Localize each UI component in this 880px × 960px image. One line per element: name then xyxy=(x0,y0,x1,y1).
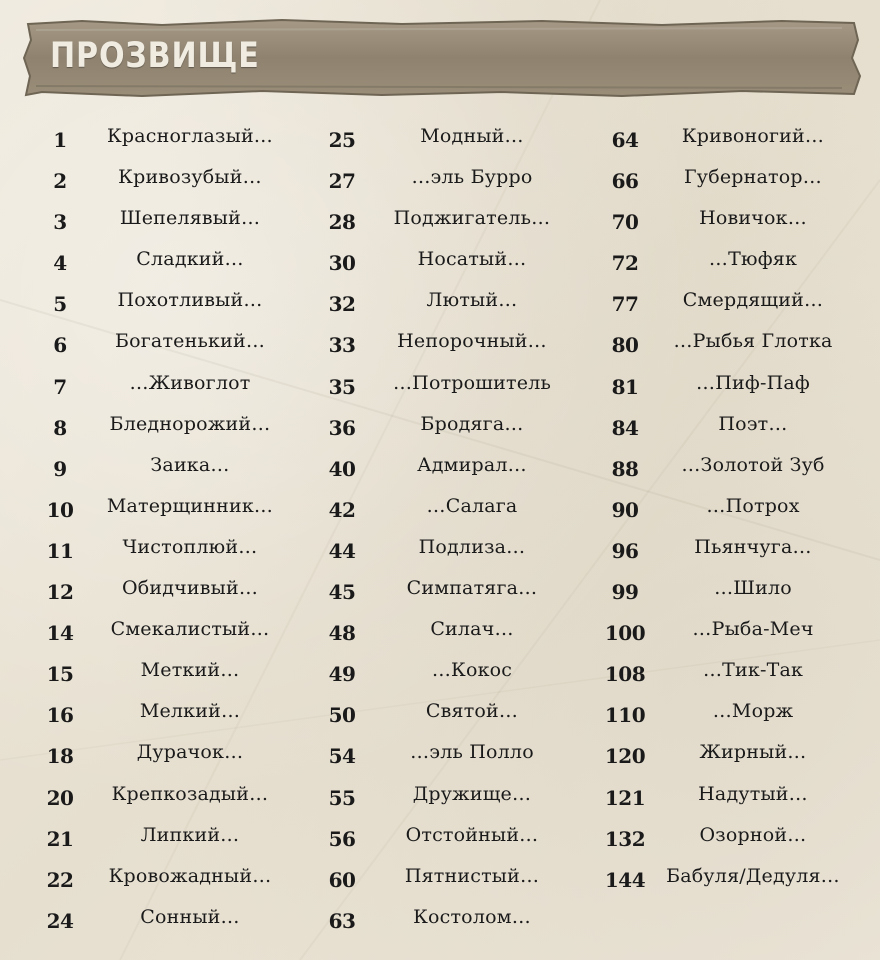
nickname-text: Кривозубый… xyxy=(118,166,262,189)
nickname-text: …Потрох xyxy=(706,494,800,517)
nickname-text: Смердящий… xyxy=(682,289,824,312)
roll-number: 88 xyxy=(611,456,639,481)
roll-number: 70 xyxy=(611,210,639,235)
roll-number: 30 xyxy=(328,251,356,276)
nickname-text: Непорочный… xyxy=(397,330,547,353)
roll-number: 63 xyxy=(328,908,356,933)
roll-number: 16 xyxy=(46,703,74,728)
nickname-text: …Тюфяк xyxy=(708,248,798,271)
page-title: ПРОЗВИЩЕ xyxy=(50,36,260,76)
roll-number: 42 xyxy=(328,497,356,522)
nickname-text: Шепелявый… xyxy=(119,207,261,230)
roll-number: 28 xyxy=(328,210,356,235)
roll-number: 24 xyxy=(46,908,74,933)
roll-number: 100 xyxy=(604,621,646,646)
nickname-text: Новичок… xyxy=(699,207,807,230)
nickname-text: Лютый… xyxy=(426,289,518,312)
roll-number: 99 xyxy=(611,580,639,605)
nickname-text: Бледнорожий… xyxy=(109,412,271,435)
nickname-text: Модный… xyxy=(420,125,524,147)
roll-number: 132 xyxy=(604,826,646,851)
nickname-text: …Морж xyxy=(712,700,794,723)
roll-number: 15 xyxy=(46,662,74,687)
roll-number: 45 xyxy=(328,580,356,605)
nickname-text: Бабуля/Дедуля… xyxy=(666,864,840,887)
nickname-text: …эль Бурро xyxy=(411,166,533,189)
nickname-text: …Потрошитель xyxy=(392,371,552,394)
roll-number: 27 xyxy=(328,169,356,194)
nickname-text: Носатый… xyxy=(417,248,527,271)
roll-number: 72 xyxy=(611,251,639,276)
roll-number: 12 xyxy=(46,580,74,605)
nickname-text: Губернатор… xyxy=(684,166,822,189)
roll-number: 25 xyxy=(328,128,356,152)
roll-number: 56 xyxy=(328,826,356,851)
roll-number: 40 xyxy=(328,456,356,481)
roll-number: 84 xyxy=(611,415,639,440)
nickname-text: Матерщинник… xyxy=(106,494,274,517)
roll-number: 20 xyxy=(46,785,74,810)
nickname-text: Бродяга… xyxy=(420,412,524,435)
roll-number: 21 xyxy=(46,826,74,851)
roll-number: 77 xyxy=(611,292,639,317)
nickname-text: Жирный… xyxy=(699,741,807,764)
nickname-text: Кривоногий… xyxy=(681,125,825,147)
nickname-text: Липкий… xyxy=(140,823,240,846)
roll-number: 108 xyxy=(604,662,646,687)
nickname-text: Кровожадный… xyxy=(108,864,272,887)
roll-number: 8 xyxy=(53,415,67,440)
nickname-text: Дружище… xyxy=(412,782,532,805)
roll-number: 64 xyxy=(611,128,639,152)
roll-number: 5 xyxy=(53,292,67,317)
roll-number: 60 xyxy=(328,867,356,892)
roll-number: 18 xyxy=(46,744,74,769)
nickname-text: Смекалистый… xyxy=(110,618,270,641)
roll-number: 66 xyxy=(611,169,639,194)
nickname-text: …Шило xyxy=(714,577,792,600)
roll-number: 4 xyxy=(53,251,67,276)
roll-number: 121 xyxy=(604,785,646,810)
nickname-text: …Рыба-Меч xyxy=(692,618,814,641)
roll-number: 9 xyxy=(53,456,67,481)
roll-number: 110 xyxy=(604,703,646,728)
roll-number: 1 xyxy=(53,128,67,152)
nickname-text: …Рыбья Глотка xyxy=(673,330,833,353)
nickname-text: Поджигатель… xyxy=(393,207,551,230)
nickname-text: Чистоплюй… xyxy=(122,535,258,558)
nickname-text: Похотливый… xyxy=(117,289,263,312)
nickname-text: Надутый… xyxy=(698,782,808,805)
nickname-text: Силач… xyxy=(430,618,514,641)
roll-number: 48 xyxy=(328,621,356,646)
nickname-text: Сладкий… xyxy=(136,248,244,271)
nickname-text: Костолом… xyxy=(413,905,531,928)
roll-number: 11 xyxy=(46,538,74,563)
nickname-text: Мелкий… xyxy=(139,700,241,723)
roll-number: 55 xyxy=(328,785,356,810)
nickname-text: …Тик-Так xyxy=(702,659,804,682)
nickname-text: Поэт… xyxy=(718,412,788,435)
roll-number: 32 xyxy=(328,292,356,317)
nickname-text: Крепкозадый… xyxy=(111,782,269,805)
roll-number: 90 xyxy=(611,497,639,522)
roll-number: 3 xyxy=(53,210,67,235)
roll-number: 80 xyxy=(611,333,639,358)
roll-number: 144 xyxy=(604,867,646,892)
nickname-text: …Салага xyxy=(426,494,518,517)
nickname-text: …Золотой Зуб xyxy=(681,453,825,476)
nickname-text: Озорной… xyxy=(699,823,807,846)
nickname-text: Пятнистый… xyxy=(404,864,540,887)
nickname-text: Святой… xyxy=(425,700,519,723)
nickname-text: …Живоглот xyxy=(129,371,251,394)
roll-number: 2 xyxy=(53,169,67,194)
nickname-text: Меткий… xyxy=(140,659,240,682)
roll-number: 36 xyxy=(328,415,356,440)
roll-number: 50 xyxy=(328,703,356,728)
roll-number: 33 xyxy=(328,333,356,358)
roll-number: 120 xyxy=(604,744,646,769)
nickname-text: Дурачок… xyxy=(136,741,244,764)
nickname-text: …Пиф-Паф xyxy=(696,371,810,394)
nickname-text: Адмирал… xyxy=(417,453,527,476)
nickname-text: Подлиза… xyxy=(418,535,526,558)
nickname-text: …Кокос xyxy=(431,659,513,682)
title-banner xyxy=(22,18,862,98)
roll-number: 14 xyxy=(46,621,74,646)
nickname-text: Симпатяга… xyxy=(406,577,538,600)
roll-number: 6 xyxy=(53,333,67,358)
roll-number: 81 xyxy=(611,374,639,399)
nickname-text: …эль Полло xyxy=(410,741,534,764)
nickname-text: Обидчивый… xyxy=(121,577,259,600)
roll-number: 96 xyxy=(611,538,639,563)
nickname-text: Отстойный… xyxy=(405,823,539,846)
nickname-text: Пьянчуга… xyxy=(694,535,812,558)
roll-number: 35 xyxy=(328,374,356,399)
nickname-text: Сонный… xyxy=(140,905,240,928)
roll-number: 22 xyxy=(46,867,74,892)
roll-number: 44 xyxy=(328,538,356,563)
roll-number: 54 xyxy=(328,744,356,769)
nickname-text: Красноглазый… xyxy=(106,125,274,147)
nickname-text: Заика… xyxy=(150,453,230,476)
roll-number: 49 xyxy=(328,662,356,687)
roll-number: 7 xyxy=(53,374,67,399)
roll-number: 10 xyxy=(46,497,74,522)
nickname-text: Богатенький… xyxy=(114,330,266,353)
